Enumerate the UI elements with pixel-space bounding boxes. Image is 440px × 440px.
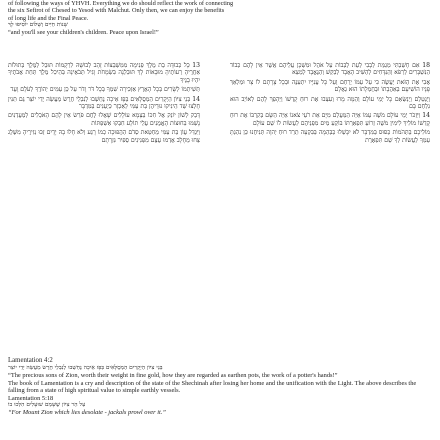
lamentation-ref: Lamentation 5:18 [8, 394, 54, 402]
right-para-3: וַיְנַטְּלֵם וַיְנַשְּׂאֵם כָּל יְמֵי עוֹלָם וְהֵמָּה מָרוּ וְעִצְּבוּ אֶת רוּחַ קָדְשׁוֹ וַיֵּהָפֵךְ לָהֶם לְאוֹיֵב הוּא נִלְחַם בָּם [230, 95, 430, 111]
right-column [230, 62, 430, 146]
intro-block [8, 0, 338, 36]
section-heading: Lamentation 4:2 [8, 357, 53, 364]
intro-line-3: of long life and the Final Peace. [8, 14, 89, 22]
lamentation-commentary: The book of Lamentation is a cry and description of the state of the Shechinah after losing her home and the unification with the Light. The above describes the falling from a state of high spiritual value to simple earthly vessels. [8, 379, 417, 394]
two-column-text [8, 62, 432, 362]
lamentation-quote: “The precious sons of Zion, worth their weight in fine gold, how they are regarded as earthen pots, the work of a potter's hands!” [8, 372, 338, 379]
lamentation-hebrew-verse: בְּנֵי צִיּוֹן הַיְקָרִים הַמְסֻלָּאִים בַּפָּז אֵיכָה נֶחְשְׁבוּ לְנִבְלֵי חֶרֶשׂ מַעֲשֵׂה יְדֵי יוֹצֵר [8, 365, 163, 371]
left-para-5: וַיִּגְדַּל עֲוֹן בַּת עַמִּי מֵחַטַּאת סְדֹם הַהֲפוּכָה כְמוֹ רָגַע וְלֹא חָלוּ בָהּ יָדָיִם זַכּוּ נְזִירֶיהָ מִשֶּׁלֶג צַחוּ מֵחָלָב אָדְמוּ עֶצֶם מִפְּנִינִים סַפִּיר גִּזְרָתָם [8, 129, 200, 144]
left-para-3: 14 בְּנֵי צִיּוֹן הַיְקָרִים הַמְסֻלָּאִים בַּפָּז אֵיכָה נֶחְשְׁבוּ לְנִבְלֵי חֶרֶשׂ מַעֲשֵׂה יְדֵי יוֹצֵר גַּם תַּנִּין חָלְצוּ שַׁד הֵינִיקוּ גּוּרֵיהֶן בַּת עַמִּי לְאַכְזָר כַּיְעֵנִים בַּמִּדְבָּר [8, 95, 200, 111]
lamentation-hebrew-tail: עַל הַר צִיּוֹן שֶׁשָּׁמֵם שׁוּעָלִים הִלְּכוּ בוֹ [8, 402, 86, 408]
left-para-4: דָּבַק לְשׁוֹן יוֹנֵק אֶל חִכּוֹ בַּצָּמָא עוֹלָלִים שָׁאֲלוּ לֶחֶם פֹּרֵשׂ אֵין לָהֶם הָאֹכְלִים לְמַעֲדַנִּים נָשַׁמּוּ בַּחוּצוֹת הָאֱמֻנִים עֲלֵי תוֹלָע חִבְּקוּ אַשְׁפַּתּוֹת [8, 112, 200, 127]
lamentation-tail-quote: “For Mount Zion which lies desolate - jackals prowl over it.” [8, 409, 166, 416]
lamentation-block [8, 365, 432, 417]
intro-line-1: of following the ways of YHVH. Everything we do should reflect the work of connecting [8, 0, 234, 7]
right-para-4: 14 וַיִּזְכֹּר יְמֵי עוֹלָם מֹשֶׁה עַמּוֹ אַיֵּה הַמַּעֲלֵם מִיָּם אֵת רֹעֵי צֹאנוֹ אַיֵּה הַשָּׂם בְּקִרְבּוֹ אֶת רוּחַ קָדְשׁוֹ מוֹלִיךְ לִימִין מֹשֶׁה זְרוֹעַ תִּפְאַרְתּוֹ בּוֹקֵעַ מַיִם מִפְּנֵיהֶם לַעֲשׂוֹת לוֹ שֵׁם עוֹלָם [230, 112, 430, 127]
intro-quote: “and you'll see your children's children. Peace upon Israel!” [8, 28, 159, 36]
intro-line-2: the six Sefirot of Chesed to Yesod with Malchut. Only then, we can enjoy the benefits [8, 7, 225, 15]
intro-hebrew-ref: שָׁנוֹת חַיִּים וְשָׁלוֹם יוֹסִיפוּ לָךְ [8, 21, 68, 28]
right-para-1: 18 אִם חָשַׁבְתִּי מְגַמַּת לְבָבִי לְעֵת לַבְּבוֹת עַל אֹהֶל וּמִשְׁכָּן עֲלֵיהֶם אֲשֶׁר אֵין לָהֶם כְּבוֹד הַנִּשְׁבָּרִים לְרַפֹּא וְהַנִּדָּחִים לְהַשִּׁיב הָאָבָד לְבַקֵּשׁ וְהַנֶּאֱבָד לְמַצֵּא [230, 62, 430, 77]
left-para-2: תְּשִׁיתֵמוֹ לְשָׂרִים בְּכָל הָאָרֶץ אַזְכִּירָה שִׁמְךָ בְּכָל דֹּר וָדֹר עַל כֵּן עַמִּים יְהוֹדֻךָ לְעֹלָם וָעֶד [10, 86, 200, 94]
right-para-2: אָבִי אֶת הַזֹּאת יַעֲשֶׂה כִּי עַל עַמּוֹ יְרַחֵם וְעַל כָּל עֲנִיָּיו יִתְעַנֶּה וּבְכָל צָרָתָם לוֹ צָר וּמַלְאַךְ פָּנָיו הוֹשִׁיעָם בְּאַהֲבָתוֹ וּבְחֶמְלָתוֹ הוּא גְאָלָם [230, 78, 430, 94]
left-para-1: 13 כָּל כְּבוּדָּה בַת מֶלֶךְ פְּנִימָה מִמִּשְׁבְּצוֹת זָהָב לְבוּשָׁהּ לִרְקָמוֹת תּוּבַל לַמֶּלֶךְ בְּתוּלוֹת אַחֲרֶיהָ רֵעוֹתֶיהָ מוּבָאוֹת לָךְ תּוּבַלְנָה בִּשְׂמָחֹת וָגִיל תְּבֹאֶינָה בְּהֵיכַל מֶלֶךְ תַּחַת אֲבֹתֶיךָ יִהְיוּ בָנֶיךָ [8, 62, 200, 84]
right-para-5: מוֹלִיכָם בַּתְּהֹמוֹת כַּסּוּס בַּמִּדְבָּר לֹא יִכָּשֵׁלוּ כַּבְּהֵמָה בַּבִּקְעָה תֵרֵד רוּחַ יְהוָה תְּנִיחֶנּוּ כֵּן נִהַגְתָּ עַמְּךָ לַעֲשׂוֹת לְךָ שֵׁם תִּפְאָרֶת [230, 129, 430, 144]
left-column [8, 62, 200, 146]
